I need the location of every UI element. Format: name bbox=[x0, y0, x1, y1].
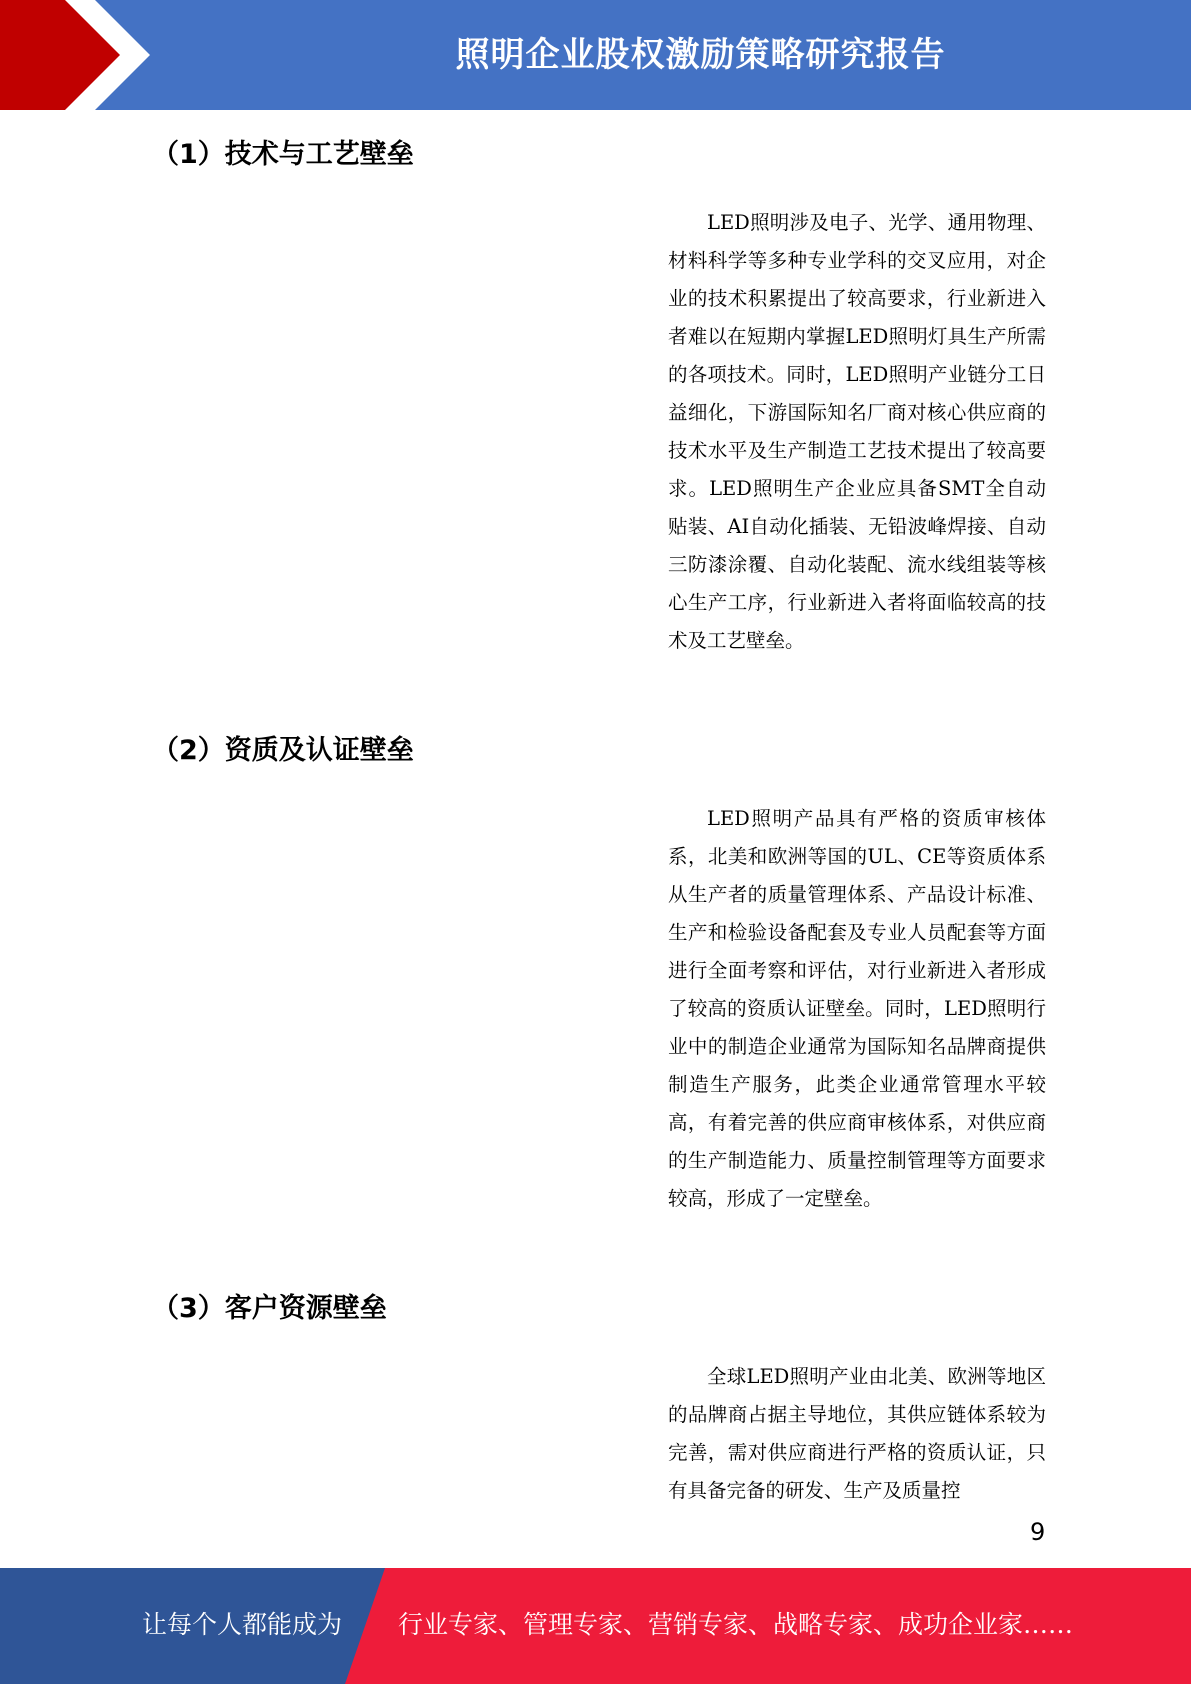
section-paragraph-2: LED照明产品具有严格的资质审核体系，北美和欧洲等国的UL、CE等资质体系从生产者的质量管理体系、产品设计标准、生产和检验设备配套及专业人员配套等方面进行全面考察和评估，对行业新进入者形成了较高的资质认证壁垒。同时，LED照明行业中的制造企业通常为国际知名品牌商提供制造生产服务，此类企业通常管理水平较高，有着完善的供应商审核体系，对供应商的生产制造能力、质量控制管理等方面要求较高，形成了一定壁垒。 bbox=[668, 807, 1046, 1210]
page-number: 9 bbox=[1030, 1518, 1046, 1546]
section-paragraph-3: 全球LED照明产业由北美、欧洲等地区的品牌商占据主导地位，其供应链体系较为完善，需对供应商进行严格的资质认证，只有具备完备的研发、生产及质量控 bbox=[668, 1365, 1046, 1502]
section-heading-2: （2）资质及认证壁垒 bbox=[152, 735, 414, 766]
header-arrow-decoration bbox=[0, 0, 160, 110]
footer-slogan-left: 让每个人都能成为 bbox=[142, 1610, 343, 1639]
section-heading-3: （3）客户资源壁垒 bbox=[152, 1293, 387, 1324]
document-title: 照明企业股权激励策略研究报告 bbox=[455, 35, 946, 75]
footer-slogan-right: 行业专家、管理专家、营销专家、战略专家、成功企业家…… bbox=[398, 1610, 1074, 1639]
page-header bbox=[0, 0, 1191, 110]
section-paragraph-1: LED照明涉及电子、光学、通用物理、材料科学等多种专业学科的交叉应用，对企业的技术积累提出了较高要求，行业新进入者难以在短期内掌握LED照明灯具生产所需的各项技术。同时，LED照明产业链分工日益细化，下游国际知名厂商对核心供应商的技术水平及生产制造工艺技术提出了较高要求。LED照明生产企业应具备SMT全自动贴装、AI自动化插装、无铅波峰焊接、自动三防漆涂覆、自动化装配、流水线组装等核心生产工序，行业新进入者将面临较高的技术及工艺壁垒。 bbox=[668, 211, 1046, 652]
page-footer bbox=[0, 1568, 1191, 1684]
section-heading-1: （1）技术与工艺壁垒 bbox=[152, 139, 414, 170]
